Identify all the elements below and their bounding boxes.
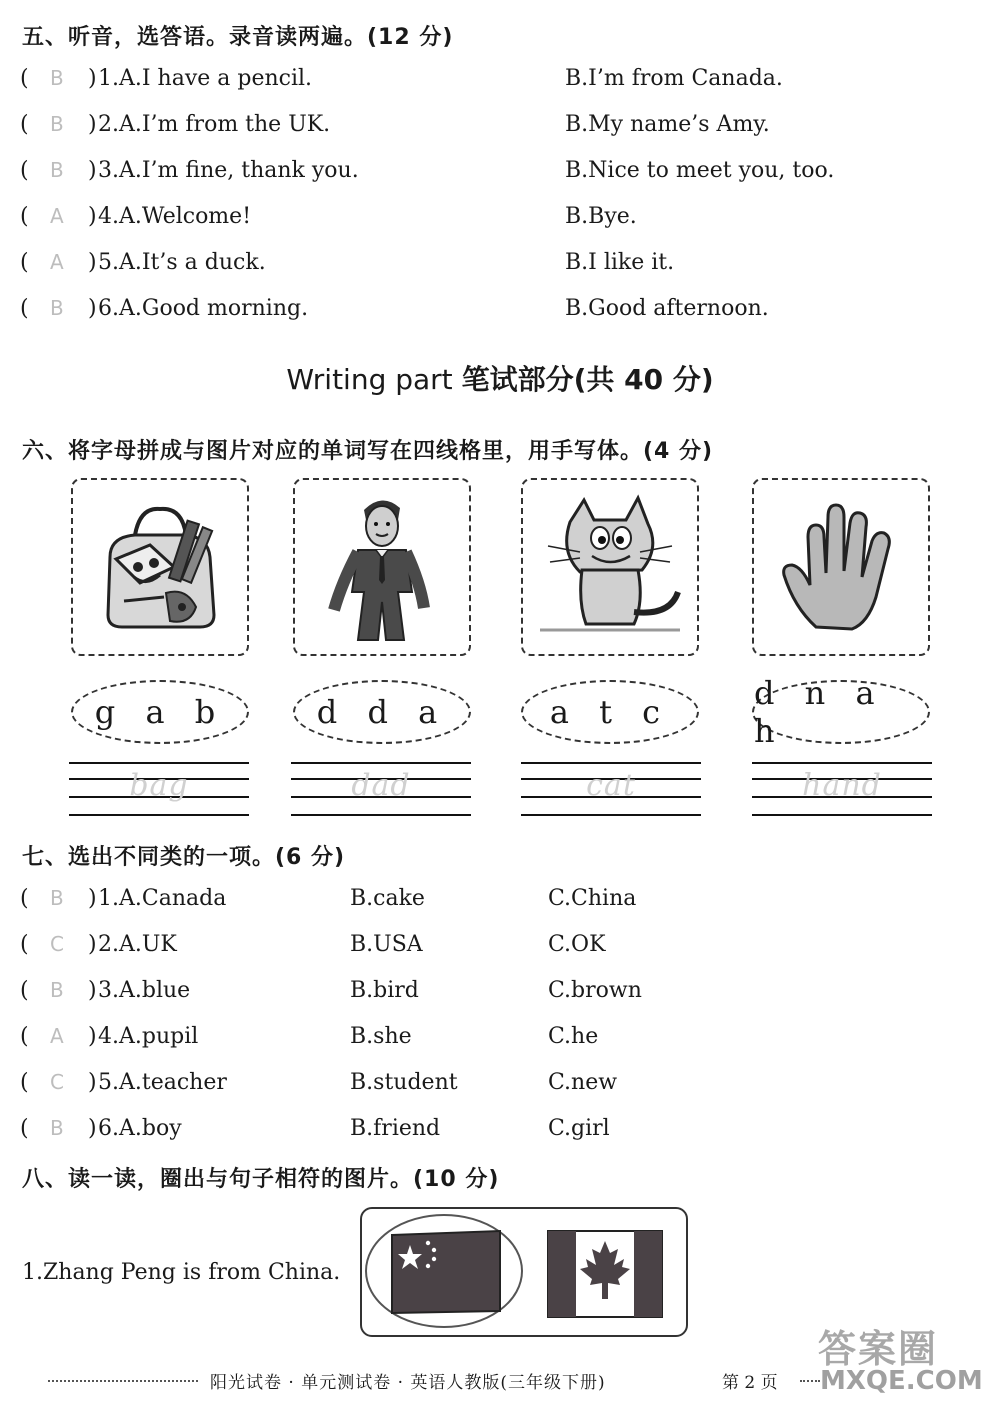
answer-mark: A xyxy=(50,1024,64,1048)
option-c: C.girl xyxy=(548,1116,610,1141)
picture-box-4 xyxy=(752,478,930,656)
letters-oval-2: d d a xyxy=(293,680,471,744)
option-b: B.Good afternoon. xyxy=(565,296,769,321)
section8-title: 八、读一读，圈出与句子相符的图片。(10 分) xyxy=(22,1167,500,1192)
flag-pictures xyxy=(362,1209,686,1335)
s7-question-5 xyxy=(20,1070,980,1100)
answer-mark: B xyxy=(50,158,64,182)
option-a: 6.A.boy xyxy=(98,1116,182,1141)
option-a: 1.A.Canada xyxy=(98,886,227,911)
option-c: C.he xyxy=(548,1024,599,1049)
paren-open: ( xyxy=(20,66,29,91)
option-a: 4.A.pupil xyxy=(98,1024,199,1049)
paren-close: ) xyxy=(88,1116,97,1141)
paren-open: ( xyxy=(20,1024,29,1049)
paren-close: ) xyxy=(88,158,97,183)
paren-close: ) xyxy=(88,112,97,137)
option-c: C.brown xyxy=(548,978,642,1003)
option-b: B.Nice to meet you, too. xyxy=(565,158,835,183)
answer-mark: B xyxy=(50,66,64,90)
flag-picture-frame xyxy=(360,1207,688,1337)
letters-oval-1: g a b xyxy=(71,680,249,744)
four-line-grid-2 xyxy=(291,762,471,820)
s5-question-4 xyxy=(20,204,980,234)
option-a: 3.A.I’m fine, thank you. xyxy=(98,158,359,183)
s7-question-6 xyxy=(20,1116,980,1146)
s5-question-6 xyxy=(20,296,980,326)
option-b: B.she xyxy=(350,1024,412,1049)
s5-question-2 xyxy=(20,112,980,142)
answer-mark: A xyxy=(50,204,64,228)
option-a: 5.A.teacher xyxy=(98,1070,227,1095)
option-b: B.cake xyxy=(350,886,425,911)
option-a: 2.A.I’m from the UK. xyxy=(98,112,331,137)
answer-mark: C xyxy=(50,932,64,956)
s7-question-1 xyxy=(20,886,980,916)
paren-open: ( xyxy=(20,932,29,957)
option-b: B.friend xyxy=(350,1116,441,1141)
paren-open: ( xyxy=(20,204,29,229)
hand-icon xyxy=(776,497,906,637)
s5-question-5 xyxy=(20,250,980,280)
watermark-line1: 答案圈 xyxy=(818,1327,939,1371)
handwritten-answer: bag xyxy=(129,768,189,803)
option-a: 3.A.blue xyxy=(98,978,191,1003)
s7-question-2 xyxy=(20,932,980,962)
s5-question-3 xyxy=(20,158,980,188)
paren-close: ) xyxy=(88,932,97,957)
s7-question-4 xyxy=(20,1024,980,1054)
paren-close: ) xyxy=(88,1024,97,1049)
four-line-grid-3 xyxy=(521,762,701,820)
letters-oval-4: d n a h xyxy=(752,680,930,744)
option-b: B.I’m from Canada. xyxy=(565,66,783,91)
answer-mark: A xyxy=(50,250,64,274)
paren-open: ( xyxy=(20,250,29,275)
answer-mark: B xyxy=(50,112,64,136)
option-b: B.I like it. xyxy=(565,250,675,275)
watermark-line2: MXQE.COM xyxy=(820,1366,983,1396)
answer-mark: B xyxy=(50,886,64,910)
paren-open: ( xyxy=(20,112,29,137)
paren-open: ( xyxy=(20,158,29,183)
handwritten-answer: dad xyxy=(351,768,411,803)
option-a: 4.A.Welcome! xyxy=(98,204,252,229)
letters-oval-3: a t c xyxy=(521,680,699,744)
option-c: C.China xyxy=(548,886,637,911)
bag-icon xyxy=(90,497,230,637)
picture-box-3 xyxy=(521,478,699,656)
handwritten-answer: cat xyxy=(586,768,636,803)
section8-sentence: 1.Zhang Peng is from China. xyxy=(22,1260,341,1285)
picture-box-1 xyxy=(71,478,249,656)
option-a: 1.A.I have a pencil. xyxy=(98,66,313,91)
section7-title: 七、选出不同类的一项。(6 分) xyxy=(22,845,346,870)
paren-open: ( xyxy=(20,296,29,321)
writing-part-heading xyxy=(0,358,1000,398)
paren-close: ) xyxy=(88,978,97,1003)
option-c: C.OK xyxy=(548,932,606,957)
paren-open: ( xyxy=(20,1070,29,1095)
china-flag-icon xyxy=(392,1231,500,1313)
man-icon xyxy=(312,492,452,642)
writing-part-en: Writing part xyxy=(286,363,453,396)
answer-mark: C xyxy=(50,1070,64,1094)
writing-part-cn: 笔试部分(共 40 分) xyxy=(461,363,714,396)
section5-title: 五、听音，选答语。录音读两遍。(12 分) xyxy=(22,25,454,50)
watermark-logo xyxy=(818,1318,993,1408)
paren-close: ) xyxy=(88,250,97,275)
section6-title: 六、将字母拼成与图片对应的单词写在四线格里，用手写体。(4 分) xyxy=(22,439,714,464)
answer-mark: B xyxy=(50,978,64,1002)
option-a: 2.A.UK xyxy=(98,932,177,957)
paren-close: ) xyxy=(88,296,97,321)
option-a: 5.A.It’s a duck. xyxy=(98,250,266,275)
option-c: C.new xyxy=(548,1070,618,1095)
paren-open: ( xyxy=(20,978,29,1003)
answer-mark: B xyxy=(50,296,64,320)
picture-box-2 xyxy=(293,478,471,656)
footer-text: 阳光试卷 · 单元测试卷 · 英语人教版(三年级下册) xyxy=(210,1373,606,1393)
four-line-grid-1 xyxy=(69,762,249,820)
option-b: B.bird xyxy=(350,978,419,1003)
option-a: 6.A.Good morning. xyxy=(98,296,309,321)
paren-close: ) xyxy=(88,1070,97,1095)
paren-close: ) xyxy=(88,204,97,229)
page-number: 第 2 页 xyxy=(722,1373,778,1393)
paren-close: ) xyxy=(88,886,97,911)
four-line-grid-4 xyxy=(752,762,932,820)
option-b: B.Bye. xyxy=(565,204,637,229)
canada-flag-icon xyxy=(548,1231,662,1317)
option-b: B.USA xyxy=(350,932,423,957)
s5-question-1 xyxy=(20,66,980,96)
option-b: B.student xyxy=(350,1070,458,1095)
paren-open: ( xyxy=(20,886,29,911)
s7-question-3 xyxy=(20,978,980,1008)
paren-open: ( xyxy=(20,1116,29,1141)
paren-close: ) xyxy=(88,66,97,91)
handwritten-answer: hand xyxy=(802,768,882,803)
answer-mark: B xyxy=(50,1116,64,1140)
option-b: B.My name’s Amy. xyxy=(565,112,770,137)
cat-icon xyxy=(530,492,690,642)
